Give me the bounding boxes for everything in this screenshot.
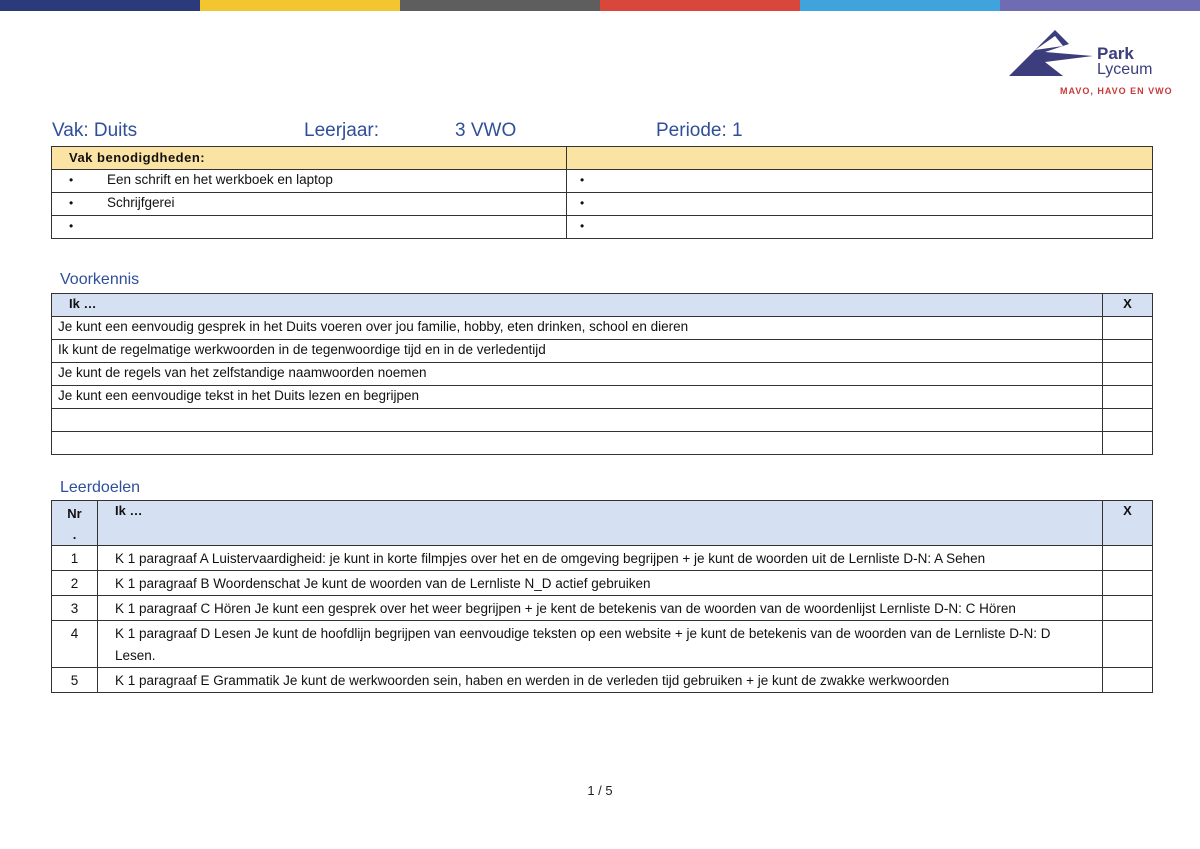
color-bar-segment: [800, 0, 1000, 11]
voorkennis-row-text: Je kunt de regels van het zelfstandige naamwoorden noemen: [52, 363, 1103, 386]
checkbox-cell[interactable]: [1103, 596, 1153, 621]
voorkennis-col-x: X: [1103, 294, 1153, 317]
page-number: 1 / 5: [587, 783, 613, 798]
bullet-icon: •: [580, 173, 585, 187]
logo-tagline: MAVO, HAVO EN VWO: [1060, 86, 1173, 96]
top-color-bar: [0, 0, 1200, 11]
goal-number: 5: [52, 668, 98, 693]
color-bar-segment: [400, 0, 600, 11]
logo-mark-icon: [1005, 28, 1097, 80]
color-bar-segment: [0, 0, 200, 11]
goal-number: 1: [52, 546, 98, 571]
checkbox-cell[interactable]: [1103, 432, 1153, 455]
goal-text: K 1 paragraaf B Woordenschat Je kunt de woorden van de Lernliste N_D actief gebruiken: [98, 571, 1103, 596]
year-label: Leerjaar:: [304, 120, 379, 141]
voorkennis-table: [51, 293, 1153, 455]
materials-table: [51, 146, 1153, 239]
voorkennis-row-text: [52, 432, 1103, 455]
table-row: [52, 363, 1153, 386]
leerdoelen-col-ik: Ik …: [98, 501, 1103, 546]
table-row: [52, 386, 1153, 409]
leerdoelen-col-x: X: [1103, 501, 1153, 546]
subject-label: Vak: Duits: [52, 120, 138, 141]
table-row: [52, 432, 1153, 455]
bullet-icon: •: [69, 196, 74, 210]
col-nr-dot: .: [72, 527, 77, 542]
table-row: [52, 571, 1153, 596]
materials-item: [52, 170, 567, 193]
col-nr-text: Nr: [67, 506, 82, 521]
checkbox-cell[interactable]: [1103, 546, 1153, 571]
voorkennis-col-ik: Ik …: [52, 294, 1103, 317]
table-row: [52, 317, 1153, 340]
checkbox-cell[interactable]: [1103, 621, 1153, 668]
materials-item: [52, 216, 567, 239]
goal-text: K 1 paragraaf A Luistervaardigheid: je kunt in korte filmpjes over het en de omgeving begrijpen + je kunt de woorden uit de Lernliste D-N: A Sehen: [98, 546, 1103, 571]
period-label: Periode: 1: [656, 120, 743, 141]
table-row: [52, 668, 1153, 693]
checkbox-cell[interactable]: [1103, 668, 1153, 693]
table-row: [52, 340, 1153, 363]
table-row: [52, 621, 1153, 668]
table-row: [52, 596, 1153, 621]
goal-text: K 1 paragraaf C Hören Je kunt een gesprek over het weer begrijpen + je kent de betekenis van de woorden van de woordenlijst Lernliste D-N: C Hören: [98, 596, 1103, 621]
park-lyceum-logo: [1005, 26, 1185, 102]
voorkennis-row-text: Je kunt een eenvoudig gesprek in het Duits voeren over jou familie, hobby, eten drinken, school en dieren: [52, 317, 1103, 340]
materials-item: [567, 170, 1153, 193]
level-label: 3 VWO: [455, 120, 517, 141]
table-row: [52, 409, 1153, 432]
bullet-icon: •: [69, 173, 74, 187]
bullet-icon: •: [580, 196, 585, 210]
goal-number: 4: [52, 621, 98, 668]
checkbox-cell[interactable]: [1103, 317, 1153, 340]
checkbox-cell[interactable]: [1103, 363, 1153, 386]
checkbox-cell[interactable]: [1103, 409, 1153, 432]
leerdoelen-col-nr: [52, 501, 98, 546]
voorkennis-row-text: Ik kunt de regelmatige werkwoorden in de tegenwoordige tijd en in de verledentijd: [52, 340, 1103, 363]
materials-item-text: Een schrift en het werkboek en laptop: [107, 172, 333, 187]
goal-text: K 1 paragraaf D Lesen Je kunt de hoofdlijn begrijpen van eenvoudige teksten op een website + je kunt de betekenis van de woorden van de Lernliste D-N: D Lesen.: [98, 621, 1103, 668]
table-row: [52, 546, 1153, 571]
checkbox-cell[interactable]: [1103, 340, 1153, 363]
voorkennis-row-text: Je kunt een eenvoudige tekst in het Duits lezen en begrijpen: [52, 386, 1103, 409]
bullet-icon: •: [69, 219, 74, 233]
leerdoelen-title: Leerdoelen: [60, 479, 141, 496]
goal-number: 2: [52, 571, 98, 596]
goal-number: 3: [52, 596, 98, 621]
bullet-icon: •: [580, 219, 585, 233]
checkbox-cell[interactable]: [1103, 571, 1153, 596]
materials-header-empty: [567, 147, 1153, 170]
goal-text: K 1 paragraaf E Grammatik Je kunt de werkwoorden sein, haben en werden in de verleden tijd gebruiken + je kunt de zwakke werkwoorden: [98, 668, 1103, 693]
logo-park-text: Park: [1097, 44, 1134, 63]
checkbox-cell[interactable]: [1103, 386, 1153, 409]
leerdoelen-table: [51, 500, 1153, 693]
voorkennis-title: Voorkennis: [60, 271, 140, 288]
materials-item: [567, 216, 1153, 239]
materials-header: Vak benodigdheden:: [52, 147, 567, 170]
color-bar-segment: [600, 0, 800, 11]
voorkennis-row-text: [52, 409, 1103, 432]
color-bar-segment: [200, 0, 400, 11]
color-bar-segment: [1000, 0, 1200, 11]
materials-item-text: Schrijfgerei: [107, 195, 175, 210]
logo-lyceum-text: Lyceum: [1097, 61, 1153, 78]
materials-item: [52, 193, 567, 216]
materials-item: [567, 193, 1153, 216]
